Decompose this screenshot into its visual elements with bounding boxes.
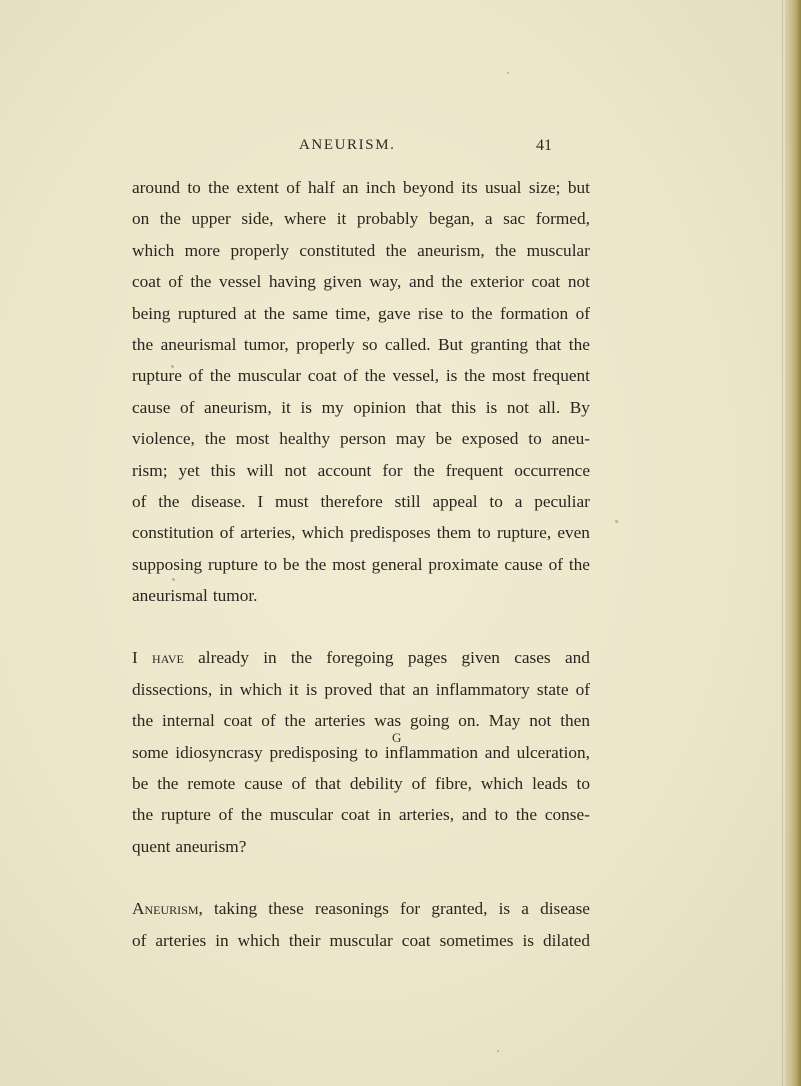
page-number: 41 [536, 137, 552, 154]
word: sac [503, 209, 526, 229]
word: the [159, 209, 181, 229]
word: exposed [461, 429, 519, 449]
word: these [268, 899, 304, 919]
text-line [132, 925, 590, 956]
word: predisposes [349, 523, 431, 543]
word: is [498, 899, 511, 919]
word: the [413, 460, 435, 480]
word: taking [213, 899, 258, 919]
word: be [283, 554, 300, 574]
word: still [394, 491, 421, 511]
text-line [132, 705, 590, 736]
word: in [215, 930, 229, 950]
paragraph-gap [132, 862, 590, 893]
word: where [284, 209, 327, 229]
word: must [274, 491, 309, 511]
word: person [339, 429, 387, 449]
word: gave [377, 303, 411, 323]
word: coat [307, 366, 337, 386]
text-line [132, 392, 590, 423]
word: to [494, 805, 509, 825]
word: be [132, 774, 149, 794]
text-line [132, 360, 590, 391]
word: my [321, 397, 344, 417]
word: the [495, 240, 517, 260]
word: properly [296, 334, 355, 354]
word: to [576, 774, 590, 794]
word: the [132, 711, 154, 731]
word: coat [531, 272, 561, 292]
word: of [179, 397, 195, 417]
word: rism; [132, 460, 168, 480]
word: their [288, 930, 321, 950]
word: for [382, 460, 403, 480]
text-line [132, 203, 590, 234]
word: usual [484, 178, 522, 197]
word: formed, [535, 209, 590, 229]
word: that [379, 679, 406, 699]
word: in [263, 648, 277, 668]
word: which [480, 774, 524, 794]
word: aneurism? [175, 836, 247, 856]
word: proved [324, 679, 373, 699]
word: to [450, 303, 464, 323]
word: given [461, 648, 500, 668]
running-head: ANEURISM. [299, 137, 396, 153]
word: the [284, 711, 306, 731]
text-line [132, 298, 590, 329]
paragraph-3 [132, 893, 590, 956]
word: violence, [132, 429, 195, 449]
word: quent [132, 836, 171, 856]
word: of [132, 491, 147, 511]
word: coat [132, 272, 161, 292]
word: may [395, 429, 426, 449]
word: upper [191, 209, 231, 229]
word: By [569, 397, 590, 417]
text-line [132, 737, 590, 768]
word: coat [223, 711, 253, 731]
word: aneurismal [132, 586, 208, 606]
word: tumor, [243, 334, 289, 354]
word: constitution [132, 523, 214, 543]
text-line [132, 580, 590, 611]
word: the [464, 366, 486, 386]
page-edge-line [782, 0, 783, 1086]
word: conse- [544, 805, 590, 825]
word: vessel, [392, 366, 440, 386]
word: of [218, 805, 234, 825]
word: arteries, [240, 523, 296, 543]
word: inflammation [384, 742, 478, 762]
word: this [451, 397, 477, 417]
word: granting [470, 334, 528, 354]
word: the [208, 178, 230, 197]
word: the [290, 648, 313, 668]
word: rupture [132, 366, 182, 386]
text-line [132, 799, 590, 830]
word: most [492, 366, 526, 386]
word: that [314, 774, 341, 794]
word: of [132, 930, 147, 950]
word: Aneurism, [132, 899, 203, 919]
word: to [263, 554, 278, 574]
word: its [461, 178, 478, 197]
word: of [261, 711, 276, 731]
word: therefore [320, 491, 383, 511]
word: be [435, 429, 452, 449]
word: on [132, 209, 150, 229]
word: supposing [132, 554, 203, 574]
word: disease [540, 899, 590, 919]
word: state [536, 679, 569, 699]
word: this [210, 460, 236, 480]
word: idiosyncrasy [175, 742, 263, 762]
word: a [514, 491, 523, 511]
word: a [521, 899, 529, 919]
word: ruptured [177, 303, 237, 323]
word: it [336, 209, 347, 229]
word: the [132, 805, 154, 825]
word: the [263, 303, 285, 323]
text-line [132, 642, 590, 673]
word: in [219, 679, 233, 699]
text-line [132, 674, 590, 705]
signature-mark: G [392, 730, 402, 745]
text-line [132, 893, 590, 924]
word: general [371, 554, 423, 574]
word: it [281, 397, 291, 417]
page-edge-shadow [785, 0, 801, 1086]
word: so [362, 334, 378, 354]
word: of [575, 303, 590, 323]
word: properly [230, 240, 290, 260]
word: the [209, 366, 231, 386]
word: aneurism, [417, 240, 485, 260]
page-header [283, 137, 583, 157]
paragraph-1 [132, 172, 590, 611]
word: of [411, 774, 427, 794]
word: already [198, 648, 249, 668]
word: have [152, 648, 184, 668]
word: way, [369, 272, 402, 292]
word: the [132, 334, 154, 354]
word: opinion [353, 397, 407, 417]
word: which [132, 240, 175, 260]
word: the [157, 774, 179, 794]
word: cases [514, 648, 551, 668]
word: and [461, 805, 487, 825]
word: an [412, 679, 429, 699]
word: fibre, [434, 774, 472, 794]
word: size; [528, 178, 561, 197]
word: inflammatory [435, 679, 530, 699]
word: is [305, 679, 318, 699]
word: at [243, 303, 257, 323]
word: But [438, 334, 463, 354]
word: leads [532, 774, 568, 794]
word: ulceration, [516, 742, 590, 762]
word: rupture [207, 554, 258, 574]
text-line [132, 549, 590, 580]
word: which [237, 930, 280, 950]
word: arteries, [398, 805, 455, 825]
word: called. [384, 334, 431, 354]
word: and [408, 272, 434, 292]
text-line [132, 831, 590, 862]
word: an [342, 178, 359, 197]
word: aneu- [551, 429, 590, 449]
word: the [568, 554, 590, 574]
word: of [575, 679, 590, 699]
word: the [204, 429, 226, 449]
word: and [484, 742, 510, 762]
paper-speck [497, 1050, 499, 1052]
word: it [289, 679, 299, 699]
word: proximate [428, 554, 499, 574]
word: frequent [445, 460, 504, 480]
word: muscular [237, 366, 302, 386]
word: for [400, 899, 421, 919]
text-line [132, 235, 590, 266]
word: sometimes [439, 930, 514, 950]
word: but [567, 178, 590, 197]
word: predisposing [269, 742, 358, 762]
word: of [188, 366, 204, 386]
text-line [132, 768, 590, 799]
word: going [410, 711, 450, 731]
word: constituted [299, 240, 376, 260]
word: cause [244, 774, 283, 794]
word: most [332, 554, 366, 574]
word: occurrence [514, 460, 590, 480]
text-line [132, 455, 590, 486]
word: muscular [329, 930, 393, 950]
word: to [489, 491, 503, 511]
word: tumor. [212, 586, 258, 606]
word: of [343, 366, 358, 386]
word: the [364, 366, 386, 386]
word: of [548, 554, 563, 574]
word: beyond [403, 178, 454, 197]
word: some [132, 742, 169, 762]
word: yet [178, 460, 200, 480]
word: muscular [526, 240, 590, 260]
word: coat [340, 805, 370, 825]
word: pages [407, 648, 448, 668]
word: probably [356, 209, 419, 229]
body-text [132, 172, 590, 956]
paper-speck [171, 365, 174, 368]
word: vessel [219, 272, 262, 292]
word: is [522, 930, 534, 950]
word: to [477, 523, 491, 543]
word: reasonings [314, 899, 389, 919]
word: the [190, 272, 212, 292]
word: the [441, 272, 463, 292]
word: is [445, 366, 458, 386]
word: exterior [470, 272, 524, 292]
word: around [132, 178, 180, 197]
word: cause [132, 397, 171, 417]
text-line [132, 486, 590, 517]
word: most [235, 429, 270, 449]
text-line [132, 266, 590, 297]
word: account [317, 460, 372, 480]
word: arteries [155, 930, 207, 950]
word: will [246, 460, 274, 480]
word: May [488, 711, 521, 731]
word: granted, [431, 899, 488, 919]
word: more [184, 240, 221, 260]
word: the [385, 240, 407, 260]
word: rupture, [496, 523, 552, 543]
word: which [239, 679, 282, 699]
word: inch [365, 178, 396, 197]
word: being [132, 303, 171, 323]
word: the [158, 491, 180, 511]
word: of [168, 272, 183, 292]
text-line [132, 329, 590, 360]
paper-speck [172, 578, 175, 581]
word: cause [504, 554, 543, 574]
word: rupture [160, 805, 211, 825]
word: extent [236, 178, 279, 197]
word: formation [499, 303, 569, 323]
word: to [528, 429, 542, 449]
word: same [292, 303, 328, 323]
word: is [300, 397, 312, 417]
paragraph-2 [132, 642, 590, 862]
text-line [132, 517, 590, 548]
word: the [305, 554, 327, 574]
word: the [240, 805, 262, 825]
word: all. [538, 397, 561, 417]
word: that [535, 334, 562, 354]
word: that [415, 397, 442, 417]
word: rise [418, 303, 443, 323]
word: not [567, 272, 590, 292]
word: to [364, 742, 379, 762]
word: peculiar [534, 491, 590, 511]
word: and [564, 648, 590, 668]
word: aneurism, [203, 397, 272, 417]
word: disease. [191, 491, 246, 511]
word: them [436, 523, 472, 543]
word: on. [458, 711, 480, 731]
word: I [132, 648, 138, 668]
text-line [132, 172, 590, 203]
word: was [374, 711, 402, 731]
word: dissections, [132, 679, 213, 699]
word: not [529, 711, 552, 731]
word: aneurismal [160, 334, 237, 354]
word: frequent [532, 366, 590, 386]
word: coat [401, 930, 431, 950]
word: even [557, 523, 590, 543]
word: not [506, 397, 529, 417]
word: not [284, 460, 307, 480]
text-line [132, 423, 590, 454]
word: side, [241, 209, 274, 229]
word: of [286, 178, 301, 197]
word: a [484, 209, 493, 229]
word: dilated [542, 930, 590, 950]
word: debility [349, 774, 403, 794]
word: then [560, 711, 590, 731]
word: began, [428, 209, 475, 229]
word: appeal [432, 491, 478, 511]
word: half [308, 178, 335, 197]
paper-speck [507, 72, 509, 74]
word: healthy [279, 429, 331, 449]
word: of [219, 523, 235, 543]
word: arteries [314, 711, 366, 731]
word: is [485, 397, 498, 417]
word: given [323, 272, 362, 292]
word: remote [187, 774, 236, 794]
word: which [301, 523, 344, 543]
word: having [268, 272, 316, 292]
word: time, [335, 303, 371, 323]
word: the [471, 303, 493, 323]
word: the [568, 334, 590, 354]
paragraph-gap [132, 611, 590, 642]
word: of [291, 774, 307, 794]
word: muscular [269, 805, 334, 825]
word: in [377, 805, 392, 825]
word: the [515, 805, 537, 825]
word: I [257, 491, 264, 511]
word: foregoing [326, 648, 394, 668]
paper-speck [615, 520, 618, 523]
word: to [187, 178, 201, 197]
word: internal [161, 711, 215, 731]
